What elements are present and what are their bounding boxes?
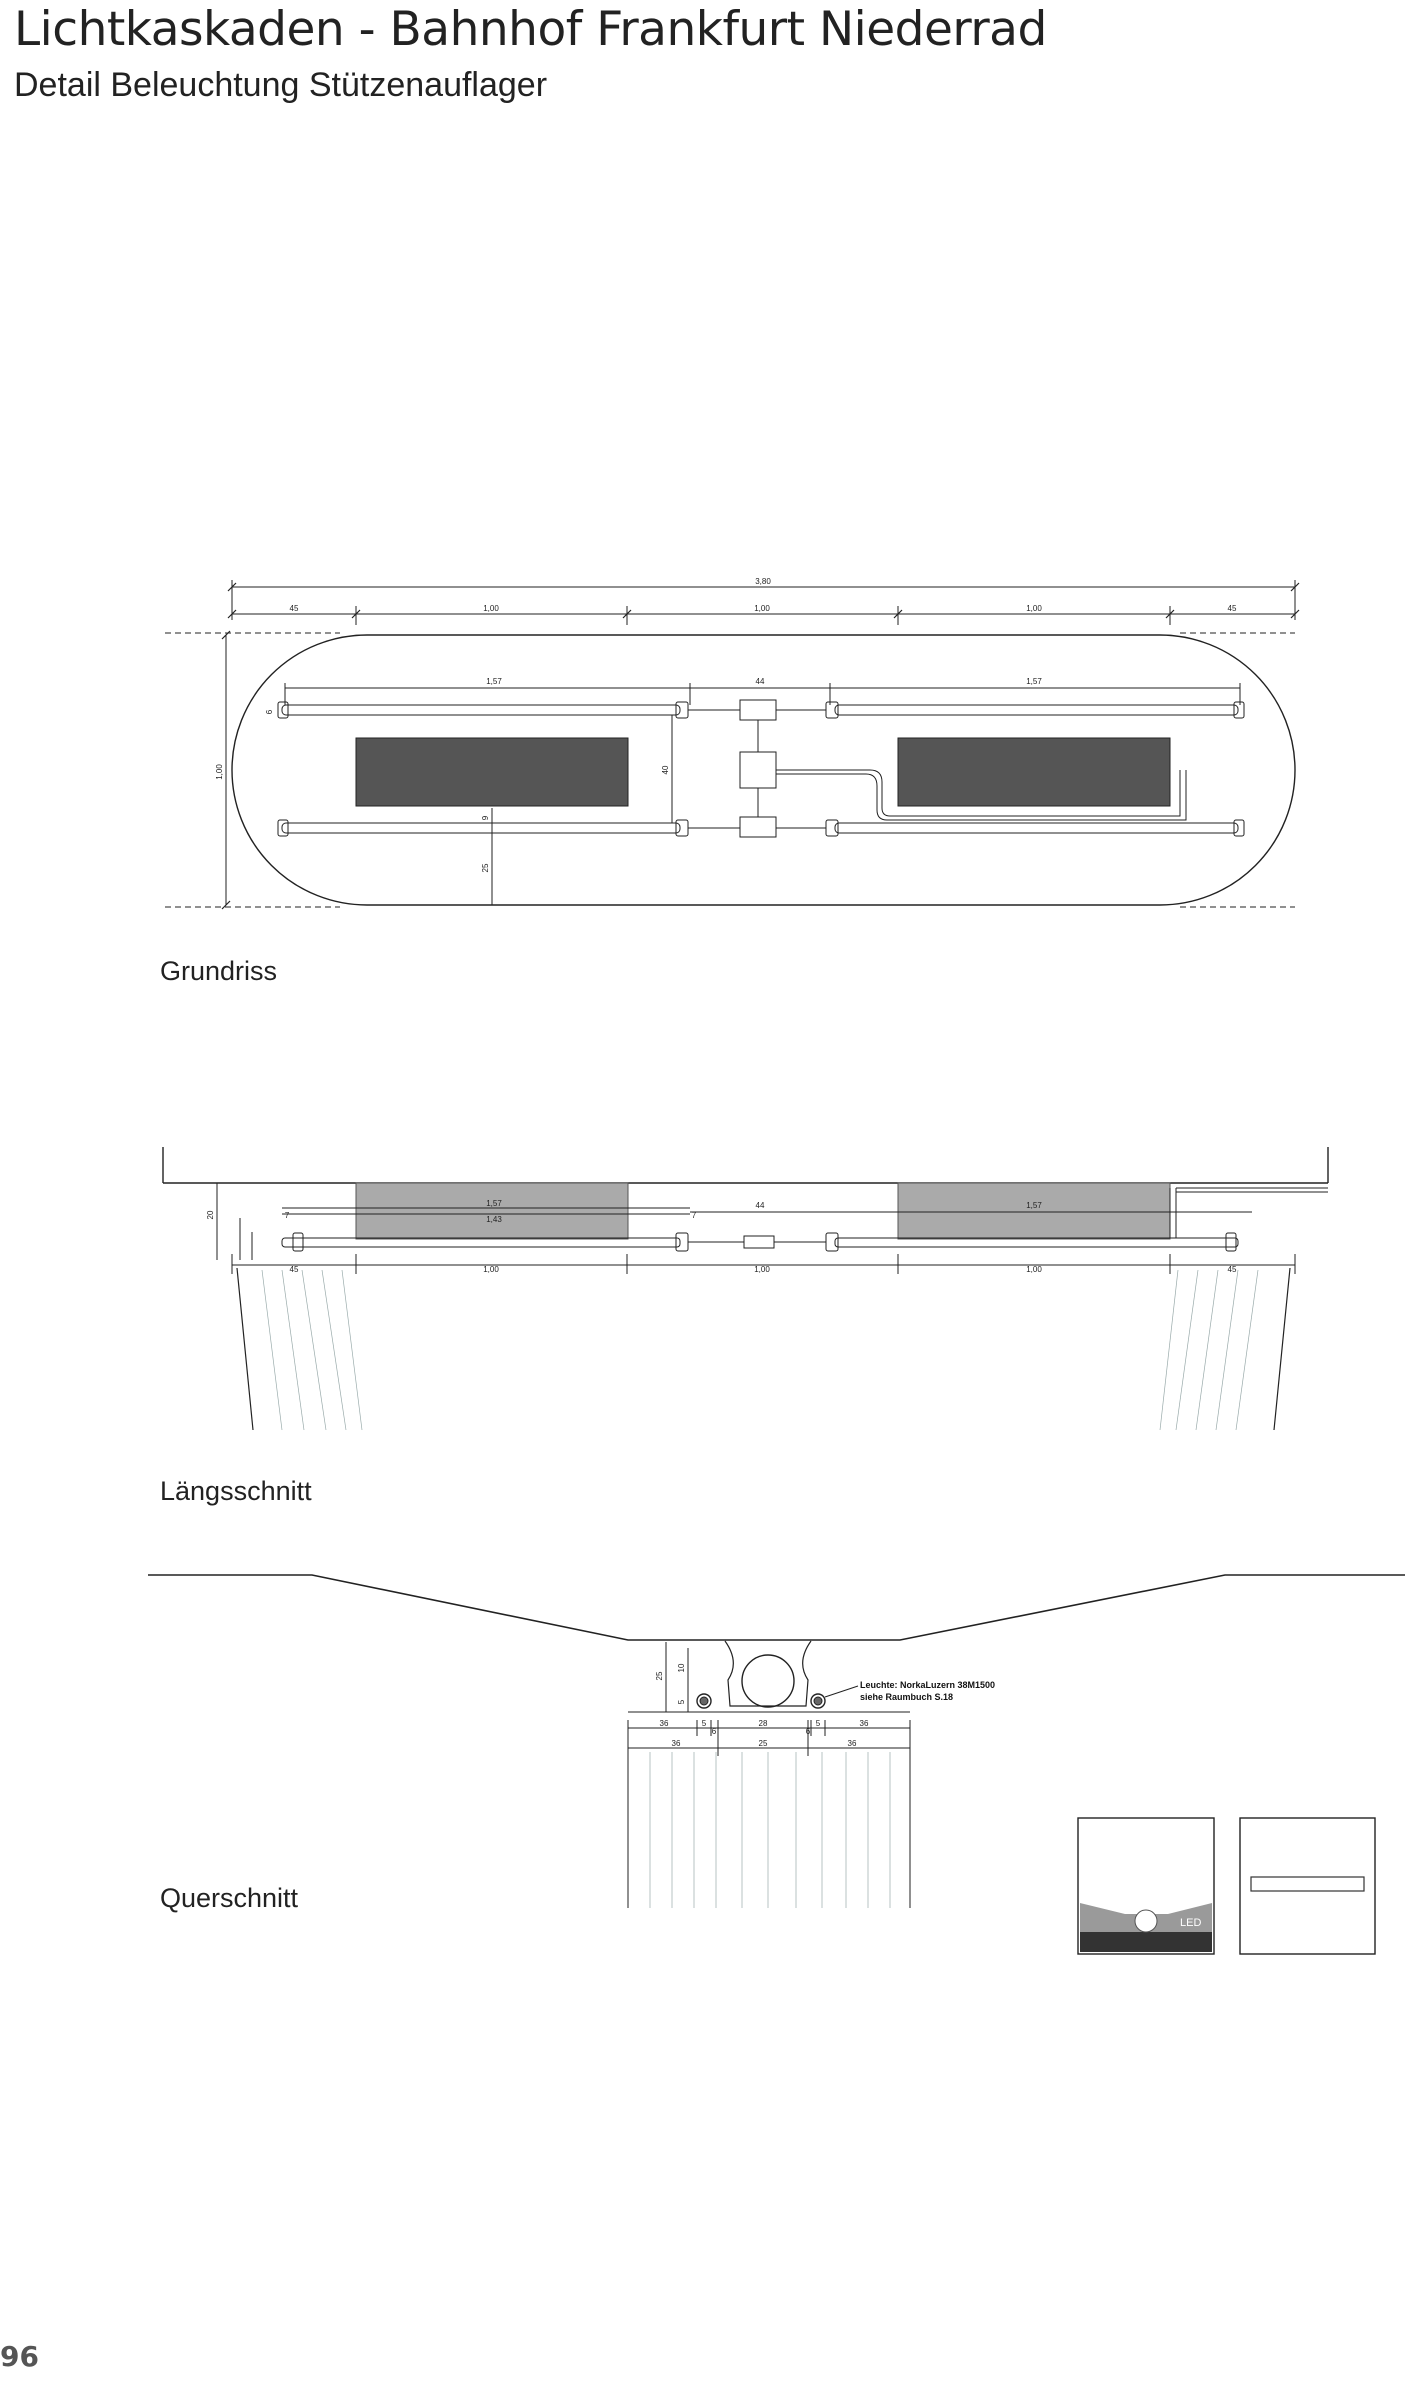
dim-label: 36 bbox=[659, 1719, 669, 1728]
dim-label: 1,00 bbox=[754, 604, 770, 613]
laengsschnitt-section bbox=[163, 1147, 1328, 1183]
dim-label: 1,00 bbox=[483, 1265, 499, 1274]
dim-label: 7 bbox=[284, 1211, 290, 1220]
dim-label: 1,43 bbox=[486, 1215, 502, 1224]
dim-label: 1,57 bbox=[1026, 677, 1042, 686]
dim-label: 44 bbox=[755, 1201, 765, 1210]
dim-label: 5 bbox=[701, 1719, 707, 1728]
dim-label: 1,00 bbox=[1026, 604, 1042, 613]
dim-label: 9 bbox=[481, 815, 490, 821]
dim-label: 36 bbox=[847, 1739, 857, 1748]
dim-label: 20 bbox=[206, 1210, 215, 1220]
luminaire-note-line2: siehe Raumbuch S.18 bbox=[860, 1692, 954, 1702]
caption-querschnitt: Querschnitt bbox=[160, 1883, 299, 1913]
dim-label: 1,57 bbox=[486, 1199, 502, 1208]
dim-label: 1,57 bbox=[486, 677, 502, 686]
caption-grundriss: Grundriss bbox=[160, 956, 278, 986]
dim-label: 5 bbox=[815, 1719, 821, 1728]
luminaire-note-line1: Leuchte: NorkaLuzern 38M1500 bbox=[860, 1680, 996, 1690]
dim-label: 36 bbox=[671, 1739, 681, 1748]
dim-label: 6 bbox=[711, 1727, 717, 1736]
dim-label: 28 bbox=[758, 1719, 768, 1728]
laengsschnitt-light-beams bbox=[262, 1270, 1258, 1430]
dim-label: 45 bbox=[289, 604, 299, 613]
dim-label: 45 bbox=[1227, 604, 1237, 613]
caption-laengsschnitt: Längsschnitt bbox=[160, 1476, 312, 1506]
dim-label: 40 bbox=[661, 765, 670, 775]
dim-label: 7 bbox=[691, 1211, 697, 1220]
page-subtitle: Detail Beleuchtung Stützenauflager bbox=[14, 66, 548, 104]
querschnitt-light-beams bbox=[650, 1752, 890, 1908]
dim-label: 36 bbox=[859, 1719, 869, 1728]
querschnitt-section bbox=[148, 1575, 1405, 1908]
page-title: Lichtkaskaden - Bahnhof Frankfurt Niederrad bbox=[14, 2, 1047, 57]
dim-label: 1,00 bbox=[754, 1265, 770, 1274]
dim-label: 44 bbox=[755, 677, 765, 686]
dim-label: 25 bbox=[655, 1671, 664, 1681]
dim-label: 1,57 bbox=[1026, 1201, 1042, 1210]
dim-label: 25 bbox=[481, 863, 490, 873]
dim-label: 25 bbox=[758, 1739, 768, 1748]
led-label: LED bbox=[1180, 1917, 1202, 1929]
dim-label: 1,00 bbox=[483, 604, 499, 613]
dim-label: 10 bbox=[677, 1663, 686, 1673]
dim-label: 6 bbox=[805, 1727, 811, 1736]
dim-label: 45 bbox=[289, 1265, 299, 1274]
profile-detail-box bbox=[1240, 1818, 1375, 1954]
grundriss-dark-panels bbox=[356, 738, 1170, 806]
dim-label: 5 bbox=[677, 1699, 686, 1705]
dim-label: 6 bbox=[265, 709, 274, 715]
dim-label: 1,00 bbox=[1026, 1265, 1042, 1274]
led-detail-box bbox=[1078, 1818, 1214, 1954]
laengsschnitt-grey-panels bbox=[356, 1183, 1170, 1239]
dim-label: 3,80 bbox=[755, 577, 771, 586]
dim-label: 45 bbox=[1227, 1265, 1237, 1274]
dim-label: 1,00 bbox=[215, 764, 224, 780]
page-number: 96 bbox=[0, 2340, 39, 2373]
